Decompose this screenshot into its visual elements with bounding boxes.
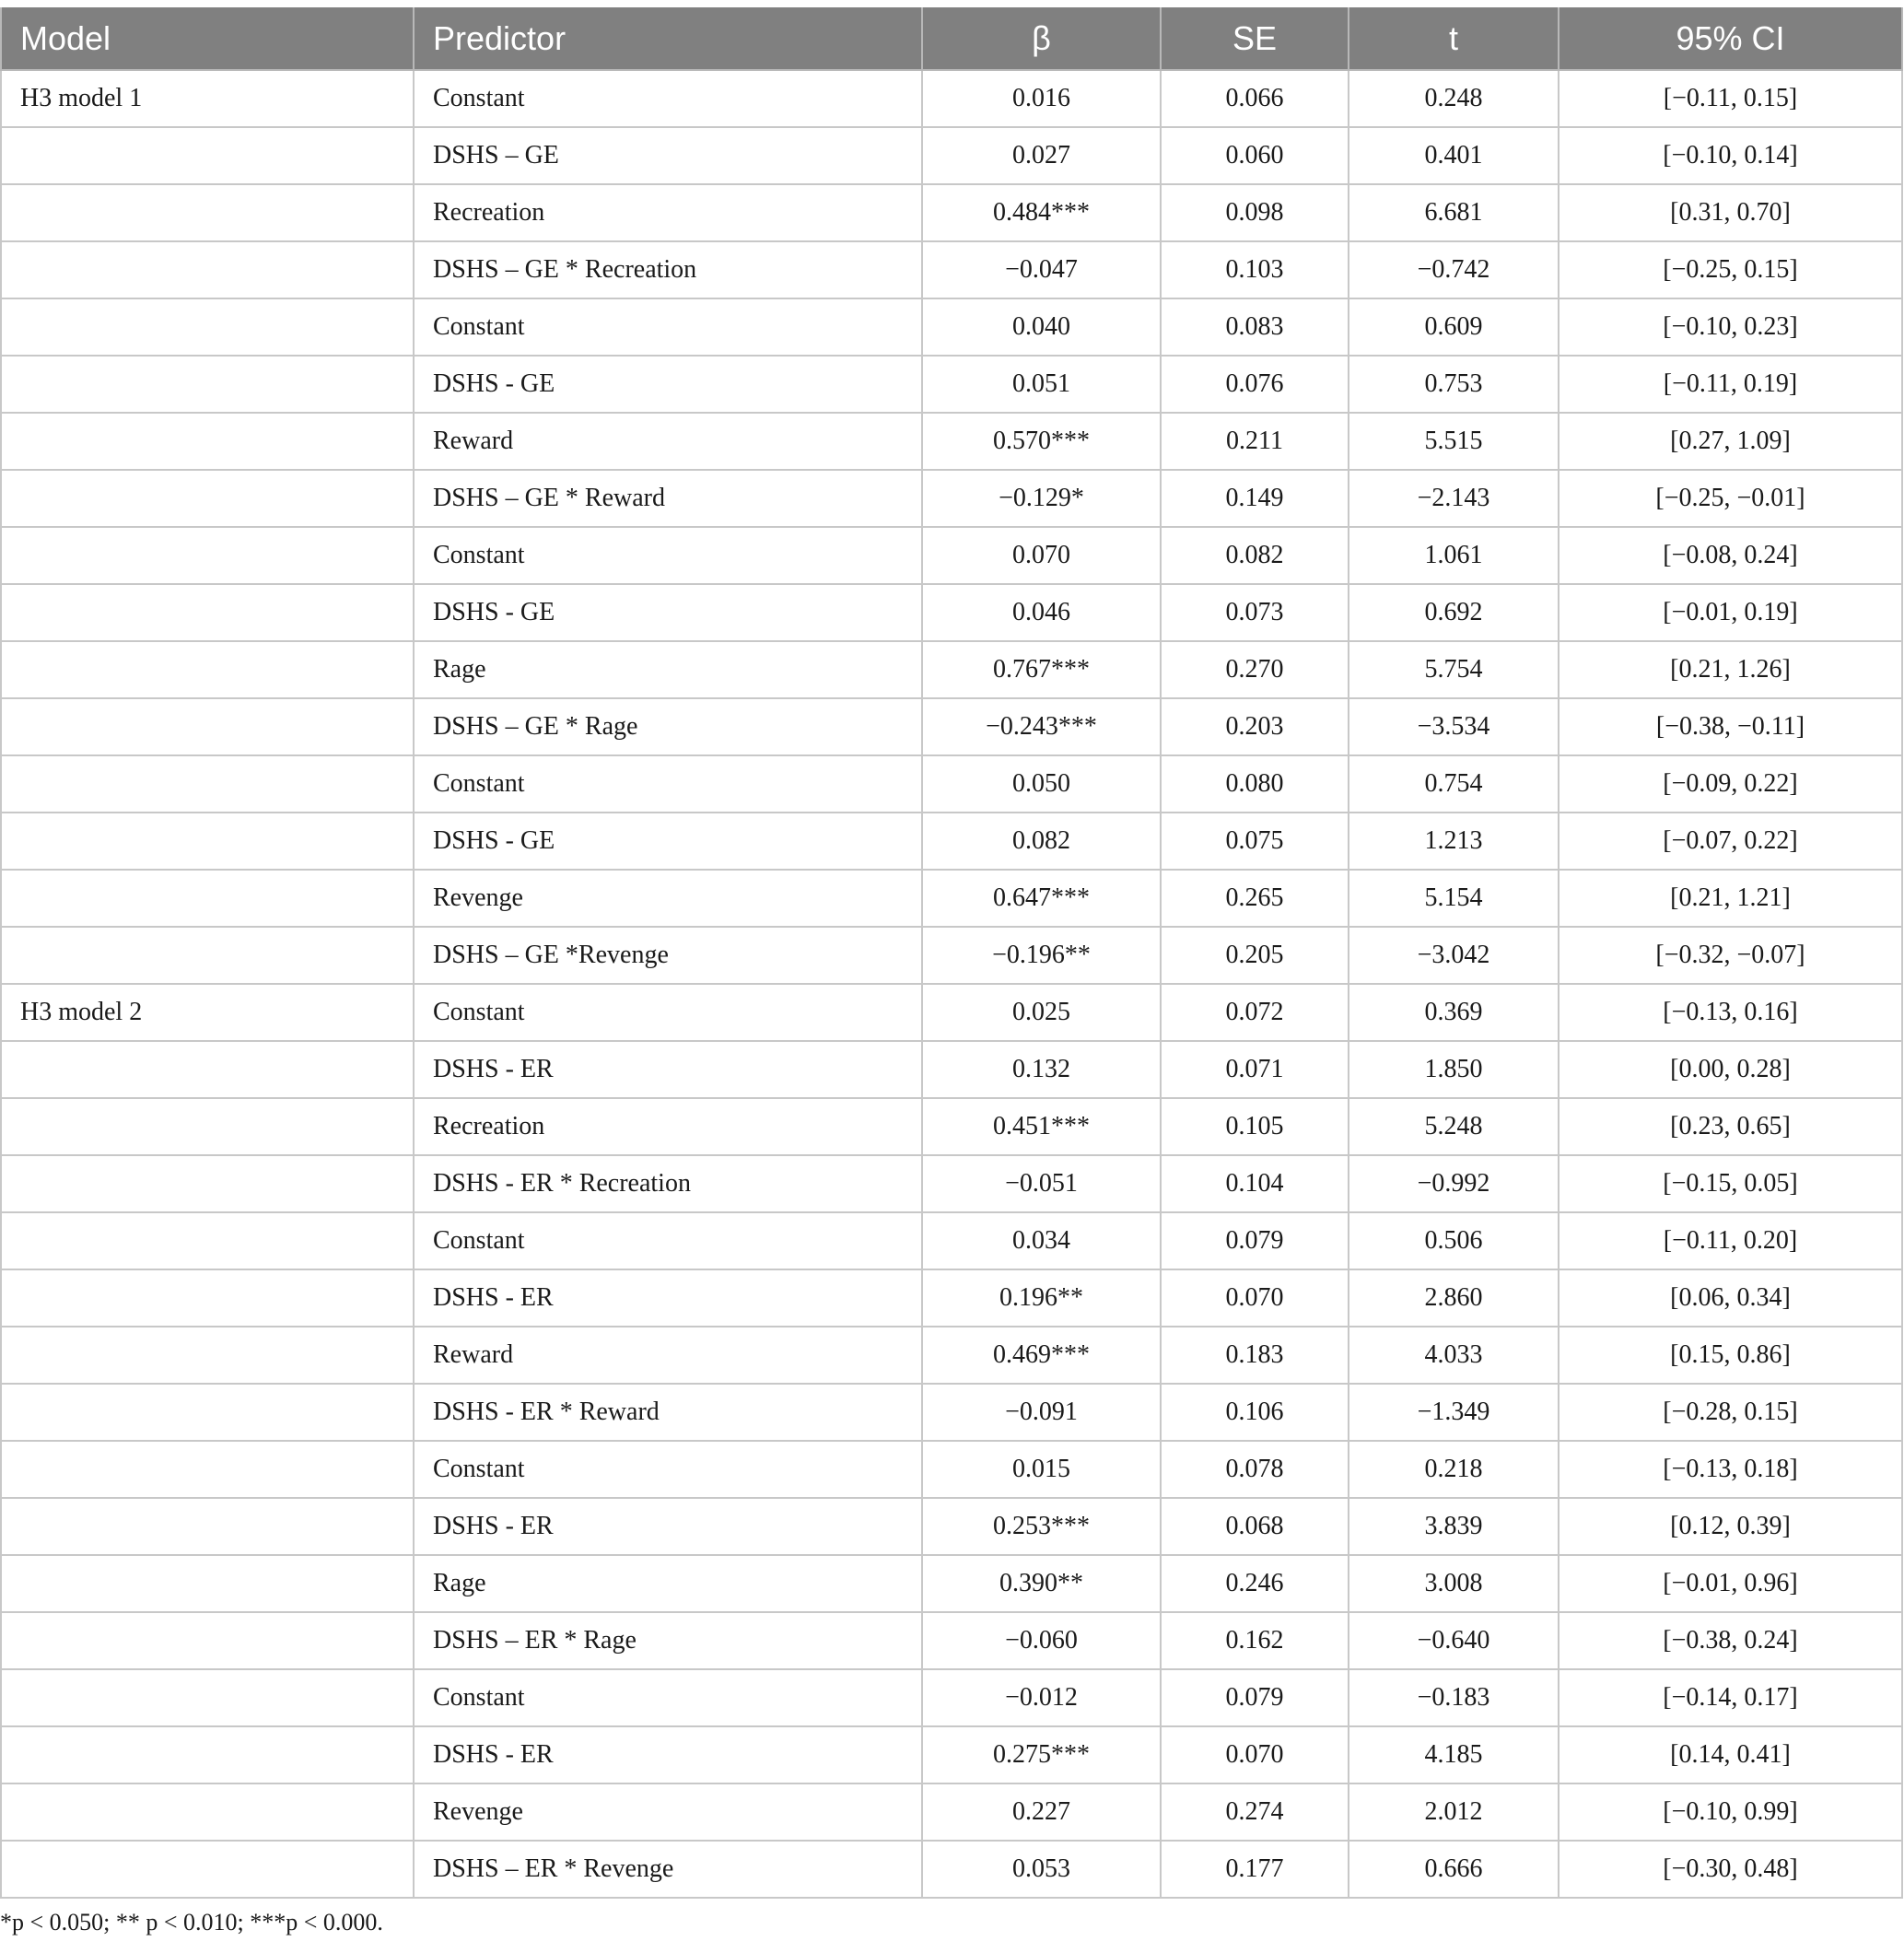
ci-cell: [−0.08, 0.24]: [1559, 527, 1902, 584]
se-cell: 0.274: [1161, 1783, 1349, 1841]
predictor-cell: Revenge: [414, 870, 922, 927]
header-se: SE: [1161, 7, 1349, 70]
t-cell: 5.754: [1349, 641, 1559, 698]
t-cell: 1.850: [1349, 1041, 1559, 1098]
beta-cell: 0.196**: [922, 1269, 1161, 1327]
predictor-cell: DSHS – GE * Reward: [414, 470, 922, 527]
se-cell: 0.265: [1161, 870, 1349, 927]
beta-cell: −0.196**: [922, 927, 1161, 984]
ci-cell: [−0.28, 0.15]: [1559, 1384, 1902, 1441]
t-cell: 3.008: [1349, 1555, 1559, 1612]
se-cell: 0.071: [1161, 1041, 1349, 1098]
se-cell: 0.070: [1161, 1269, 1349, 1327]
se-cell: 0.103: [1161, 241, 1349, 298]
se-cell: 0.079: [1161, 1212, 1349, 1269]
se-cell: 0.106: [1161, 1384, 1349, 1441]
t-cell: 5.154: [1349, 870, 1559, 927]
table-row: [1, 1555, 1902, 1612]
ci-cell: [−0.32, −0.07]: [1559, 927, 1902, 984]
predictor-cell: Revenge: [414, 1783, 922, 1841]
t-cell: 4.033: [1349, 1327, 1559, 1384]
se-cell: 0.183: [1161, 1327, 1349, 1384]
beta-cell: −0.012: [922, 1669, 1161, 1726]
t-cell: 0.248: [1349, 70, 1559, 127]
predictor-cell: Constant: [414, 1669, 922, 1726]
predictor-cell: Constant: [414, 70, 922, 127]
beta-cell: −0.051: [922, 1155, 1161, 1212]
se-cell: 0.098: [1161, 184, 1349, 241]
predictor-cell: Constant: [414, 755, 922, 813]
ci-cell: [−0.13, 0.18]: [1559, 1441, 1902, 1498]
t-cell: 6.681: [1349, 184, 1559, 241]
table-row: [1, 470, 1902, 527]
ci-cell: [0.12, 0.39]: [1559, 1498, 1902, 1555]
table-row: [1, 927, 1902, 984]
se-cell: 0.270: [1161, 641, 1349, 698]
ci-cell: [−0.15, 0.05]: [1559, 1155, 1902, 1212]
model-cell: [1, 1612, 414, 1669]
ci-cell: [0.31, 0.70]: [1559, 184, 1902, 241]
se-cell: 0.080: [1161, 755, 1349, 813]
table-row: [1, 1783, 1902, 1841]
header-model: Model: [1, 7, 414, 70]
t-cell: 0.401: [1349, 127, 1559, 184]
table-row: [1, 755, 1902, 813]
ci-cell: [0.14, 0.41]: [1559, 1726, 1902, 1783]
table-row: [1, 813, 1902, 870]
se-cell: 0.177: [1161, 1841, 1349, 1898]
t-cell: 0.218: [1349, 1441, 1559, 1498]
predictor-cell: Constant: [414, 1212, 922, 1269]
beta-cell: 0.647***: [922, 870, 1161, 927]
predictor-cell: DSHS – ER * Rage: [414, 1612, 922, 1669]
ci-cell: [0.21, 1.26]: [1559, 641, 1902, 698]
model-cell: [1, 1384, 414, 1441]
beta-cell: 0.275***: [922, 1726, 1161, 1783]
t-cell: 2.012: [1349, 1783, 1559, 1841]
model-cell: [1, 755, 414, 813]
predictor-cell: Reward: [414, 413, 922, 470]
se-cell: 0.060: [1161, 127, 1349, 184]
ci-cell: [−0.10, 0.99]: [1559, 1783, 1902, 1841]
t-cell: −3.534: [1349, 698, 1559, 755]
beta-cell: 0.484***: [922, 184, 1161, 241]
table-row: [1, 1384, 1902, 1441]
beta-cell: 0.132: [922, 1041, 1161, 1098]
beta-cell: −0.243***: [922, 698, 1161, 755]
model-cell: [1, 870, 414, 927]
table-body: [1, 70, 1902, 1898]
table-row: [1, 1098, 1902, 1155]
table-row: [1, 1726, 1902, 1783]
ci-cell: [−0.11, 0.19]: [1559, 356, 1902, 413]
predictor-cell: Constant: [414, 984, 922, 1041]
t-cell: 0.692: [1349, 584, 1559, 641]
header-row: [1, 7, 1902, 70]
table-row: [1, 70, 1902, 127]
beta-cell: −0.129*: [922, 470, 1161, 527]
t-cell: 3.839: [1349, 1498, 1559, 1555]
model-cell: [1, 1441, 414, 1498]
ci-cell: [0.23, 0.65]: [1559, 1098, 1902, 1155]
table-row: [1, 984, 1902, 1041]
predictor-cell: DSHS – ER * Revenge: [414, 1841, 922, 1898]
t-cell: 5.515: [1349, 413, 1559, 470]
table-row: [1, 298, 1902, 356]
header-t: t: [1349, 7, 1559, 70]
predictor-cell: DSHS - ER: [414, 1726, 922, 1783]
beta-cell: 0.053: [922, 1841, 1161, 1898]
model-cell: [1, 1783, 414, 1841]
table-row: [1, 1041, 1902, 1098]
predictor-cell: DSHS - ER * Reward: [414, 1384, 922, 1441]
table-row: [1, 184, 1902, 241]
model-cell: H3 model 2: [1, 984, 414, 1041]
ci-cell: [−0.07, 0.22]: [1559, 813, 1902, 870]
t-cell: 5.248: [1349, 1098, 1559, 1155]
predictor-cell: DSHS – GE * Recreation: [414, 241, 922, 298]
beta-cell: −0.047: [922, 241, 1161, 298]
t-cell: 0.753: [1349, 356, 1559, 413]
ci-cell: [−0.13, 0.16]: [1559, 984, 1902, 1041]
predictor-cell: Rage: [414, 1555, 922, 1612]
beta-cell: 0.082: [922, 813, 1161, 870]
model-cell: [1, 584, 414, 641]
t-cell: −0.183: [1349, 1669, 1559, 1726]
model-cell: [1, 356, 414, 413]
ci-cell: [0.15, 0.86]: [1559, 1327, 1902, 1384]
table-row: [1, 241, 1902, 298]
beta-cell: 0.451***: [922, 1098, 1161, 1155]
table-footnote: *p < 0.050; ** p < 0.010; ***p < 0.000.: [0, 1909, 383, 1935]
ci-cell: [−0.38, 0.24]: [1559, 1612, 1902, 1669]
beta-cell: 0.050: [922, 755, 1161, 813]
se-cell: 0.083: [1161, 298, 1349, 356]
predictor-cell: DSHS - ER: [414, 1041, 922, 1098]
model-cell: [1, 527, 414, 584]
table-row: [1, 1841, 1902, 1898]
model-cell: [1, 1212, 414, 1269]
se-cell: 0.075: [1161, 813, 1349, 870]
beta-cell: 0.390**: [922, 1555, 1161, 1612]
t-cell: 0.609: [1349, 298, 1559, 356]
predictor-cell: DSHS - GE: [414, 584, 922, 641]
t-cell: −0.992: [1349, 1155, 1559, 1212]
table-row: [1, 1669, 1902, 1726]
regression-table-container: [0, 7, 1901, 1899]
model-cell: [1, 184, 414, 241]
t-cell: −3.042: [1349, 927, 1559, 984]
t-cell: 4.185: [1349, 1726, 1559, 1783]
table-row: [1, 1441, 1902, 1498]
table-row: [1, 127, 1902, 184]
ci-cell: [−0.11, 0.20]: [1559, 1212, 1902, 1269]
t-cell: −0.640: [1349, 1612, 1559, 1669]
se-cell: 0.073: [1161, 584, 1349, 641]
t-cell: 2.860: [1349, 1269, 1559, 1327]
se-cell: 0.068: [1161, 1498, 1349, 1555]
table-row: [1, 584, 1902, 641]
beta-cell: 0.034: [922, 1212, 1161, 1269]
predictor-cell: Recreation: [414, 1098, 922, 1155]
ci-cell: [−0.14, 0.17]: [1559, 1669, 1902, 1726]
predictor-cell: DSHS - ER * Recreation: [414, 1155, 922, 1212]
t-cell: 1.061: [1349, 527, 1559, 584]
model-cell: [1, 470, 414, 527]
model-cell: [1, 1155, 414, 1212]
se-cell: 0.104: [1161, 1155, 1349, 1212]
model-cell: [1, 1555, 414, 1612]
predictor-cell: DSHS - GE: [414, 356, 922, 413]
se-cell: 0.082: [1161, 527, 1349, 584]
model-cell: [1, 298, 414, 356]
model-cell: [1, 927, 414, 984]
table-row: [1, 1612, 1902, 1669]
t-cell: −1.349: [1349, 1384, 1559, 1441]
table-row: [1, 870, 1902, 927]
model-cell: [1, 1726, 414, 1783]
model-cell: [1, 1669, 414, 1726]
predictor-cell: Reward: [414, 1327, 922, 1384]
model-cell: [1, 641, 414, 698]
predictor-cell: Recreation: [414, 184, 922, 241]
predictor-cell: Constant: [414, 298, 922, 356]
beta-cell: 0.570***: [922, 413, 1161, 470]
predictor-cell: Constant: [414, 527, 922, 584]
se-cell: 0.105: [1161, 1098, 1349, 1155]
ci-cell: [0.00, 0.28]: [1559, 1041, 1902, 1098]
table-row: [1, 356, 1902, 413]
model-cell: [1, 1041, 414, 1098]
ci-cell: [−0.10, 0.14]: [1559, 127, 1902, 184]
ci-cell: [−0.01, 0.19]: [1559, 584, 1902, 641]
ci-cell: [−0.11, 0.15]: [1559, 70, 1902, 127]
predictor-cell: DSHS - GE: [414, 813, 922, 870]
header-ci: 95% CI: [1559, 7, 1902, 70]
se-cell: 0.078: [1161, 1441, 1349, 1498]
ci-cell: [−0.30, 0.48]: [1559, 1841, 1902, 1898]
model-cell: H3 model 1: [1, 70, 414, 127]
se-cell: 0.070: [1161, 1726, 1349, 1783]
t-cell: 0.666: [1349, 1841, 1559, 1898]
beta-cell: 0.253***: [922, 1498, 1161, 1555]
t-cell: −2.143: [1349, 470, 1559, 527]
ci-cell: [−0.10, 0.23]: [1559, 298, 1902, 356]
ci-cell: [0.27, 1.09]: [1559, 413, 1902, 470]
predictor-cell: DSHS – GE *Revenge: [414, 927, 922, 984]
beta-cell: 0.227: [922, 1783, 1161, 1841]
beta-cell: −0.060: [922, 1612, 1161, 1669]
table-row: [1, 641, 1902, 698]
ci-cell: [−0.25, −0.01]: [1559, 470, 1902, 527]
se-cell: 0.211: [1161, 413, 1349, 470]
predictor-cell: DSHS – GE: [414, 127, 922, 184]
beta-cell: 0.767***: [922, 641, 1161, 698]
beta-cell: 0.046: [922, 584, 1161, 641]
ci-cell: [−0.01, 0.96]: [1559, 1555, 1902, 1612]
beta-cell: 0.040: [922, 298, 1161, 356]
model-cell: [1, 413, 414, 470]
table-row: [1, 1327, 1902, 1384]
model-cell: [1, 698, 414, 755]
t-cell: −0.742: [1349, 241, 1559, 298]
se-cell: 0.149: [1161, 470, 1349, 527]
beta-cell: 0.025: [922, 984, 1161, 1041]
se-cell: 0.205: [1161, 927, 1349, 984]
beta-cell: 0.469***: [922, 1327, 1161, 1384]
se-cell: 0.162: [1161, 1612, 1349, 1669]
model-cell: [1, 1098, 414, 1155]
beta-cell: 0.015: [922, 1441, 1161, 1498]
table-header: [1, 7, 1902, 70]
model-cell: [1, 127, 414, 184]
se-cell: 0.203: [1161, 698, 1349, 755]
table-row: [1, 1155, 1902, 1212]
model-cell: [1, 813, 414, 870]
header-beta: β: [922, 7, 1161, 70]
beta-cell: 0.051: [922, 356, 1161, 413]
se-cell: 0.079: [1161, 1669, 1349, 1726]
header-predictor: Predictor: [414, 7, 922, 70]
model-cell: [1, 1498, 414, 1555]
model-cell: [1, 1327, 414, 1384]
ci-cell: [−0.25, 0.15]: [1559, 241, 1902, 298]
t-cell: 0.506: [1349, 1212, 1559, 1269]
beta-cell: 0.070: [922, 527, 1161, 584]
beta-cell: −0.091: [922, 1384, 1161, 1441]
table-row: [1, 527, 1902, 584]
se-cell: 0.076: [1161, 356, 1349, 413]
predictor-cell: DSHS - ER: [414, 1269, 922, 1327]
t-cell: 0.369: [1349, 984, 1559, 1041]
table-row: [1, 1269, 1902, 1327]
table-row: [1, 413, 1902, 470]
se-cell: 0.246: [1161, 1555, 1349, 1612]
se-cell: 0.072: [1161, 984, 1349, 1041]
t-cell: 1.213: [1349, 813, 1559, 870]
predictor-cell: DSHS - ER: [414, 1498, 922, 1555]
ci-cell: [−0.09, 0.22]: [1559, 755, 1902, 813]
beta-cell: 0.016: [922, 70, 1161, 127]
ci-cell: [0.21, 1.21]: [1559, 870, 1902, 927]
model-cell: [1, 241, 414, 298]
ci-cell: [−0.38, −0.11]: [1559, 698, 1902, 755]
model-cell: [1, 1841, 414, 1898]
ci-cell: [0.06, 0.34]: [1559, 1269, 1902, 1327]
regression-table: [0, 7, 1903, 1899]
beta-cell: 0.027: [922, 127, 1161, 184]
predictor-cell: Constant: [414, 1441, 922, 1498]
table-row: [1, 698, 1902, 755]
table-row: [1, 1212, 1902, 1269]
t-cell: 0.754: [1349, 755, 1559, 813]
predictor-cell: DSHS – GE * Rage: [414, 698, 922, 755]
predictor-cell: Rage: [414, 641, 922, 698]
model-cell: [1, 1269, 414, 1327]
se-cell: 0.066: [1161, 70, 1349, 127]
table-row: [1, 1498, 1902, 1555]
